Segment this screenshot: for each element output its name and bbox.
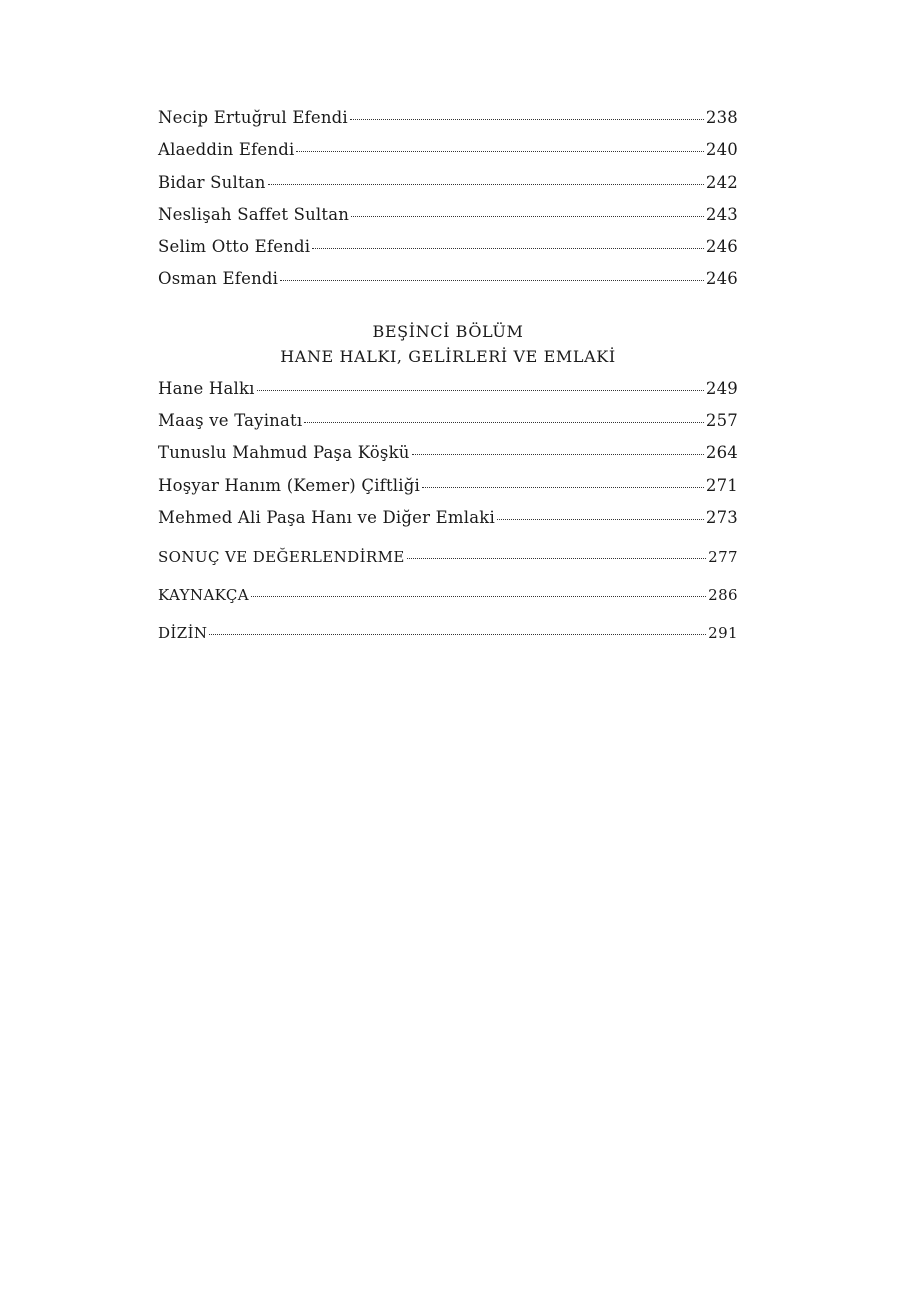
toc-entry-page: 246 <box>705 269 738 289</box>
toc-entry[interactable] <box>158 411 738 443</box>
toc-entry-page: 286 <box>708 586 738 605</box>
dot-leader <box>268 184 704 185</box>
toc-entry-page: 271 <box>705 475 738 495</box>
toc-entry-title: DİZİN <box>158 624 208 643</box>
toc-entry[interactable] <box>158 476 738 508</box>
toc-entry[interactable] <box>158 237 738 269</box>
table-of-contents <box>158 108 738 662</box>
toc-entry-title: KAYNAKÇA <box>158 586 249 605</box>
backmatter-entries <box>158 548 738 662</box>
toc-entry-page: 242 <box>705 172 738 192</box>
toc-entry[interactable] <box>158 205 738 237</box>
section-four-entries <box>158 108 738 302</box>
toc-entry-title: Selim Otto Efendi <box>158 237 311 257</box>
toc-entry[interactable] <box>158 173 738 205</box>
dot-leader <box>296 151 703 152</box>
toc-entry-page: 243 <box>705 204 738 224</box>
toc-entry[interactable] <box>158 108 738 140</box>
toc-entry[interactable] <box>158 624 738 662</box>
toc-entry[interactable] <box>158 140 738 172</box>
toc-entry-title: SONUÇ VE DEĞERLENDİRME <box>158 548 405 567</box>
chapter-five-entries <box>158 379 738 540</box>
toc-entry-title: Bidar Sultan <box>158 172 266 192</box>
toc-entry[interactable] <box>158 586 738 624</box>
toc-entry[interactable] <box>158 379 738 411</box>
dot-leader <box>280 280 704 281</box>
toc-entry-title: Mehmed Ali Paşa Hanı ve Diğer Emlaki <box>158 507 495 527</box>
dot-leader <box>209 634 706 635</box>
dot-leader <box>251 596 706 597</box>
toc-entry-page: 246 <box>705 237 738 257</box>
toc-entry-title: Necip Ertuğrul Efendi <box>158 108 348 127</box>
dot-leader <box>422 487 704 488</box>
toc-entry[interactable] <box>158 443 738 475</box>
dot-leader <box>412 454 704 455</box>
toc-entry-title: Hoşyar Hanım (Kemer) Çiftliği <box>158 475 421 495</box>
dot-leader <box>304 422 704 423</box>
toc-entry[interactable] <box>158 508 738 540</box>
dot-leader <box>497 519 704 520</box>
toc-entry-title: Tunuslu Mahmud Paşa Köşkü <box>158 443 410 463</box>
chapter-title: HANE HALKI, GELİRLERİ VE EMLAKİ <box>280 346 616 366</box>
chapter-heading <box>158 319 738 369</box>
toc-entry-page: 240 <box>705 140 738 160</box>
toc-entry-page: 291 <box>708 624 738 643</box>
chapter-number: BEŞİNCİ BÖLÜM <box>372 321 524 341</box>
dot-leader <box>257 390 704 391</box>
dot-leader <box>350 119 704 120</box>
toc-entry[interactable] <box>158 269 738 301</box>
toc-entry-page: 249 <box>705 378 738 398</box>
toc-entry-page: 238 <box>705 108 738 127</box>
toc-entry-page: 257 <box>705 411 738 431</box>
toc-entry-title: Maaş ve Tayinatı <box>158 411 303 431</box>
toc-entry-title: Osman Efendi <box>158 269 279 289</box>
toc-entry-title: Hane Halkı <box>158 378 255 398</box>
dot-leader <box>407 558 706 559</box>
toc-entry-title: Alaeddin Efendi <box>158 140 295 160</box>
toc-entry-page: 273 <box>705 507 738 527</box>
toc-entry-page: 264 <box>705 443 738 463</box>
dot-leader <box>351 216 704 217</box>
toc-entry-page: 277 <box>708 548 738 567</box>
dot-leader <box>312 248 704 249</box>
toc-entry[interactable] <box>158 548 738 586</box>
toc-entry-title: Neslişah Saffet Sultan <box>158 204 350 224</box>
